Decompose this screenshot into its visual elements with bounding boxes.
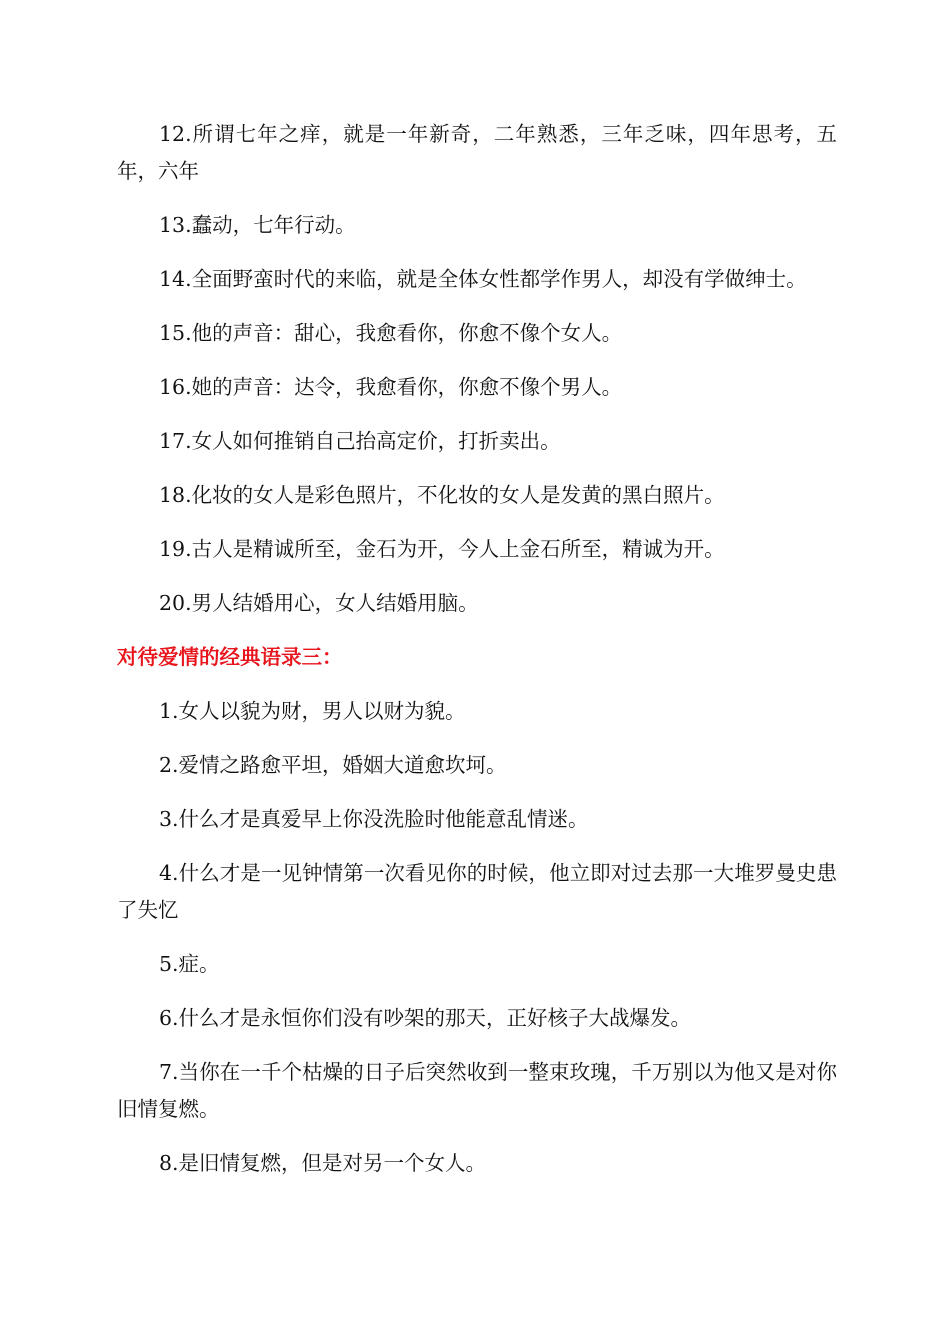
quote-17: 17.女人如何推销自己抬高定价，打折卖出。: [159, 429, 561, 453]
quote-12: 12.所谓七年之痒，就是一年新奇，二年熟悉，三年乏味，四年思考，五年，六年: [117, 122, 837, 183]
quote-19: 19.古人是精诚所至，金石为开，今人上金石所至，精诚为开。: [159, 537, 725, 561]
quote-16: 16.她的声音：达令，我愈看你，你愈不像个男人。: [159, 375, 623, 399]
quote-3-3: 3.什么才是真爱早上你没洗脸时他能意乱情迷。: [159, 807, 589, 831]
quote-3-6: 6.什么才是永恒你们没有吵架的那天，正好核子大战爆发。: [159, 1006, 692, 1030]
quote-3-1: 1.女人以貌为财，男人以财为貌。: [159, 699, 466, 723]
quote-14: 14.全面野蛮时代的来临，就是全体女性都学作男人，却没有学做绅士。: [159, 267, 807, 291]
quote-3-2: 2.爱情之路愈平坦，婚姻大道愈坎坷。: [159, 753, 507, 777]
quote-3-5: 5.症。: [159, 952, 220, 976]
quote-15: 15.他的声音：甜心，我愈看你，你愈不像个女人。: [159, 321, 623, 345]
quote-18: 18.化妆的女人是彩色照片，不化妆的女人是发黄的黑白照片。: [159, 483, 725, 507]
quote-13: 13.蠢动，七年行动。: [159, 213, 356, 237]
quote-3-4: 4.什么才是一见钟情第一次看见你的时候，他立即对过去那一大堆罗曼史患了失忆: [117, 861, 837, 922]
quote-20: 20.男人结婚用心，女人结婚用脑。: [159, 591, 479, 615]
document-body: [117, 116, 837, 1199]
section-heading: 对待爱情的经典语录三：: [117, 645, 343, 669]
quote-3-7: 7.当你在一千个枯燥的日子后突然收到一整束玫瑰，千万别以为他又是对你旧情复燃。: [117, 1060, 837, 1121]
quote-3-8: 8.是旧情复燃，但是对另一个女人。: [159, 1151, 487, 1175]
